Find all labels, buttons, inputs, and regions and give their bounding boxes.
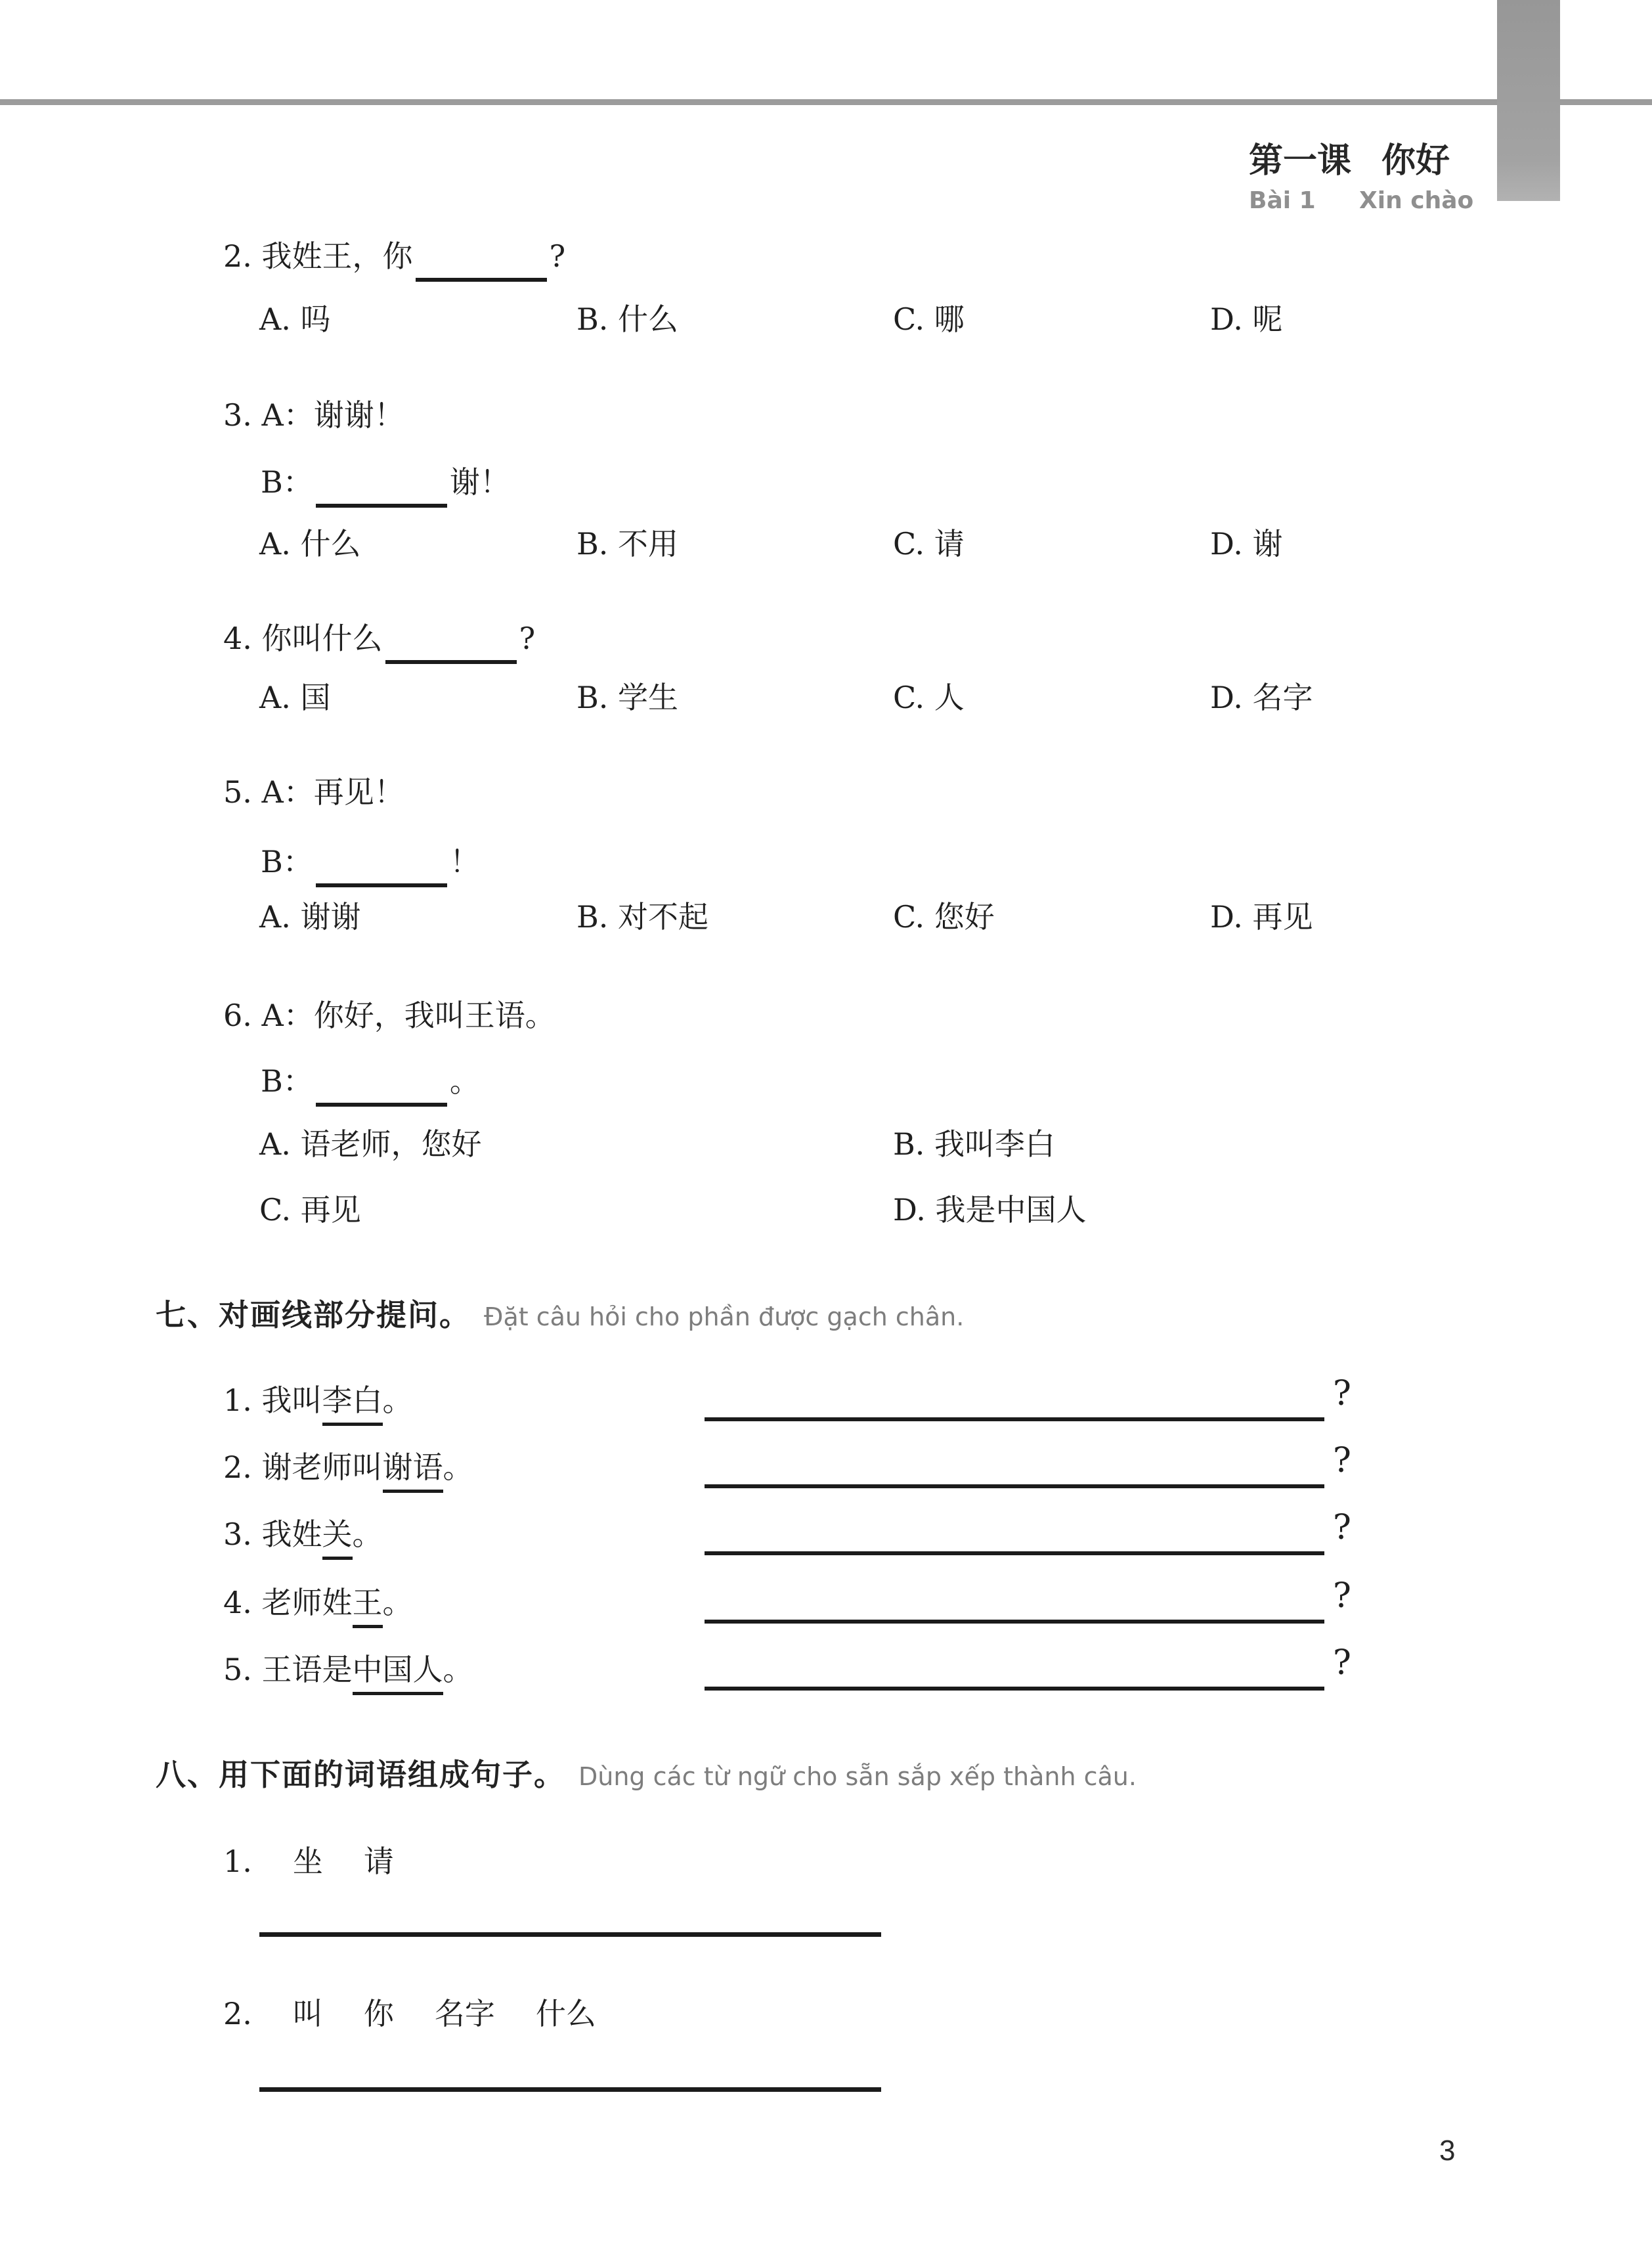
given-word: 什么 [535,1996,596,2031]
question-3-b-label: B： [261,464,313,500]
sentence-pre: 2. 谢老师叫 [223,1450,383,1485]
question-4-option-a[interactable]: A. 国 [259,680,331,715]
question-mark: ? [1333,1441,1351,1480]
question-3-option-d[interactable]: D. 谢 [1210,526,1283,562]
answer-line[interactable] [705,1417,1324,1421]
question-5-option-b[interactable]: B. 对不起 [576,899,709,935]
question-5-line-b [261,838,480,887]
section-8-item-1 [223,1838,394,1881]
answer-line[interactable] [705,1484,1324,1488]
chapter-edge-tab [1497,0,1560,201]
question-2-punct: ? [549,238,566,274]
section-7-item-3 [0,1508,1652,1576]
answer-line[interactable] [259,2087,881,2092]
question-2-option-d[interactable]: D. 呢 [1210,301,1283,337]
sentence-post: 。 [382,1383,413,1418]
question-2-text: 2. 我姓王，你 [223,238,413,274]
question-2-option-a[interactable]: A. 吗 [259,301,331,337]
question-3-option-b[interactable]: B. 不用 [576,526,679,562]
section-8-item-2 [223,1990,596,2033]
question-6-option-c[interactable]: C. 再见 [259,1192,361,1228]
lesson-number-vi: Bài 1 [1249,187,1316,214]
question-mark: ? [1333,1508,1351,1547]
question-3-line-b [261,458,510,508]
sentence-post: 。 [443,1450,473,1485]
question-5-b-tail: ！ [449,844,480,879]
section-7-item-4 [0,1576,1652,1645]
section-8-heading [156,1751,1137,1794]
lesson-header [1249,133,1473,214]
fill-in-blank[interactable] [385,635,517,664]
question-6-option-d[interactable]: D. 我是中国人 [893,1192,1087,1228]
sentence-pre: 4. 老师姓 [223,1585,353,1620]
question-6-b-label: B： [261,1063,313,1099]
fill-in-blank[interactable] [316,479,447,508]
lesson-title-vi: Xin chào [1359,187,1474,214]
answer-line[interactable] [705,1620,1324,1624]
section-7-title-vi: Đặt câu hỏi cho phần được gạch chân. [484,1302,965,1331]
section-8-title-zh: 八、用下面的词语组成句子。 [156,1758,565,1792]
question-3-option-a[interactable]: A. 什么 [259,526,361,562]
question-6-line-b [261,1057,480,1107]
sentence [223,1444,473,1487]
fill-in-blank[interactable] [316,858,447,887]
underlined-part: 谢语 [383,1450,443,1493]
lesson-number-zh: 第一课 [1249,142,1352,180]
sentence [223,1579,413,1622]
given-word: 请 [363,1844,394,1879]
question-3-line-a: 3. A：谢谢！ [223,397,404,433]
question-4-option-c[interactable]: C. 人 [893,680,965,715]
question-4-stem [223,615,535,664]
question-5-b-label: B： [261,844,313,879]
given-word: 你 [363,1996,394,2031]
question-2-option-b[interactable]: B. 什么 [576,301,679,337]
question-5-line-a: 5. A：再见！ [223,774,404,810]
fill-in-blank[interactable] [416,253,547,282]
sentence-post: 。 [382,1585,413,1620]
question-5-option-a[interactable]: A. 谢谢 [259,899,361,935]
item-number: 2. [223,1996,252,2031]
given-word: 名字 [434,1996,495,2031]
underlined-part: 中国人 [353,1652,443,1695]
question-4-punct: ? [519,621,536,656]
question-4-option-b[interactable]: B. 学生 [576,680,679,715]
section-7-item-1 [0,1374,1652,1442]
given-word: 叫 [292,1996,323,2031]
question-5-option-c[interactable]: C. 您好 [893,899,995,935]
question-mark: ? [1333,1643,1351,1683]
question-mark: ? [1333,1576,1351,1616]
answer-line[interactable] [705,1687,1324,1691]
section-7-item-2 [0,1441,1652,1509]
page-number: 3 [1439,2135,1456,2167]
item-number: 1. [223,1844,252,1879]
question-6-b-tail: 。 [449,1063,480,1099]
question-3-option-c[interactable]: C. 请 [893,526,965,562]
answer-line[interactable] [259,1932,881,1937]
given-word: 坐 [292,1844,323,1879]
section-7-item-5 [0,1643,1652,1712]
question-2-stem [223,232,565,282]
lesson-title-zh: 你好 [1381,142,1450,180]
question-6-line-a: 6. A：你好，我叫王语。 [223,998,555,1033]
question-2-option-c[interactable]: C. 哪 [893,301,965,337]
answer-line[interactable] [705,1551,1324,1555]
underlined-part: 关 [322,1516,353,1560]
question-4-option-d[interactable]: D. 名字 [1210,680,1313,715]
underlined-part: 王 [353,1585,383,1628]
sentence [223,1377,413,1420]
question-mark: ? [1333,1374,1351,1413]
sentence [223,1511,383,1554]
underlined-part: 李白 [322,1383,383,1426]
question-3-b-tail: 谢！ [449,464,510,500]
fill-in-blank[interactable] [316,1078,447,1107]
section-7-heading [156,1291,964,1335]
section-7-title-zh: 七、对画线部分提问。 [156,1298,471,1332]
question-6-option-a[interactable]: A. 语老师，您好 [259,1126,482,1162]
sentence-pre: 5. 王语是 [223,1652,353,1687]
sentence [223,1646,473,1689]
question-5-option-d[interactable]: D. 再见 [1210,899,1313,935]
header-rule [0,99,1652,105]
question-6-option-b[interactable]: B. 我叫李白 [893,1126,1056,1162]
section-8-title-vi: Dùng các từ ngữ cho sẵn sắp xếp thành câu. [578,1762,1137,1791]
sentence-pre: 1. 我叫 [223,1383,322,1418]
question-4-text: 4. 你叫什么 [223,621,383,656]
sentence-post: 。 [352,1516,383,1552]
sentence-pre: 3. 我姓 [223,1516,322,1552]
sentence-post: 。 [443,1652,473,1687]
